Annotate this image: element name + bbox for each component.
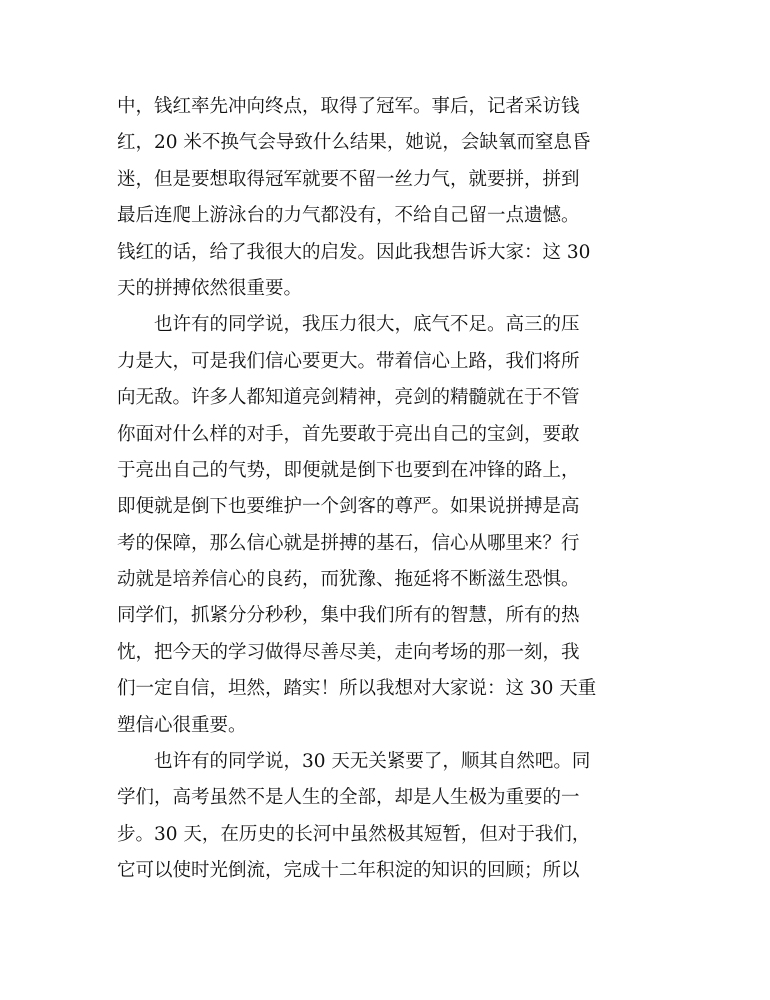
text-line: 也许有的同学说，30 天无关紧要了，顺其自然吧。同 [154,751,591,773]
text-line: 最后连爬上游泳台的力气都没有，不给自己留一点遗憾。 [117,205,580,227]
text-line: 向无敌。许多人都知道亮剑精神，亮剑的精髓就在于不管 [117,387,580,409]
text-line: 们一定自信，坦然，踏实！所以我想对大家说：这 30 天重 [117,678,597,700]
text-line: 同学们，抓紧分分秒秒，集中我们所有的智慧，所有的热 [117,605,580,627]
text-line: 中，钱红率先冲向终点，取得了冠军。事后，记者采访钱 [117,96,580,117]
text-line: 即便就是倒下也要维护一个剑客的尊严。如果说拼搏是高 [117,496,580,518]
text-line: 你面对什么样的对手，首先要敢于亮出自己的宝剑，要敢 [117,423,580,445]
text-line: 力是大，可是我们信心要更大。带着信心上路，我们将所 [117,350,580,372]
text-line: 它可以使时光倒流，完成十二年积淀的知识的回顾；所以 [117,860,580,882]
text-line: 迷，但是要想取得冠军就要不留一丝力气，就要拼，拼到 [117,168,580,190]
paragraph-2 [117,307,645,744]
paragraph-1 [117,89,645,307]
text-line: 动就是培养信心的良药，而犹豫、拖延将不断滋生恐惧。 [117,569,580,591]
text-line: 也许有的同学说，我压力很大，底气不足。高三的压 [154,314,580,336]
text-line: 忱，把今天的学习做得尽善尽美，走向考场的那一刻，我 [117,641,580,663]
text-line: 天的拼搏依然很重要。 [117,277,303,299]
text-line: 钱红的话，给了我很大的启发。因此我想告诉大家：这 30 [117,241,591,263]
text-line: 红，20 米不换气会导致什么结果，她说，会缺氧而窒息昏 [117,132,591,154]
text-line: 塑信心很重要。 [117,714,247,736]
text-line: 考的保障，那么信心就是拼搏的基石，信心从哪里来？行 [117,532,580,554]
paragraph-3 [117,744,645,890]
document-page [117,89,645,890]
text-line: 于亮出自己的气势，即便就是倒下也要到在冲锋的路上， [117,459,580,481]
text-line: 学们，高考虽然不是人生的全部，却是人生极为重要的一 [117,787,580,809]
text-line: 步。30 天，在历史的长河中虽然极其短暂，但对于我们， [117,823,591,845]
